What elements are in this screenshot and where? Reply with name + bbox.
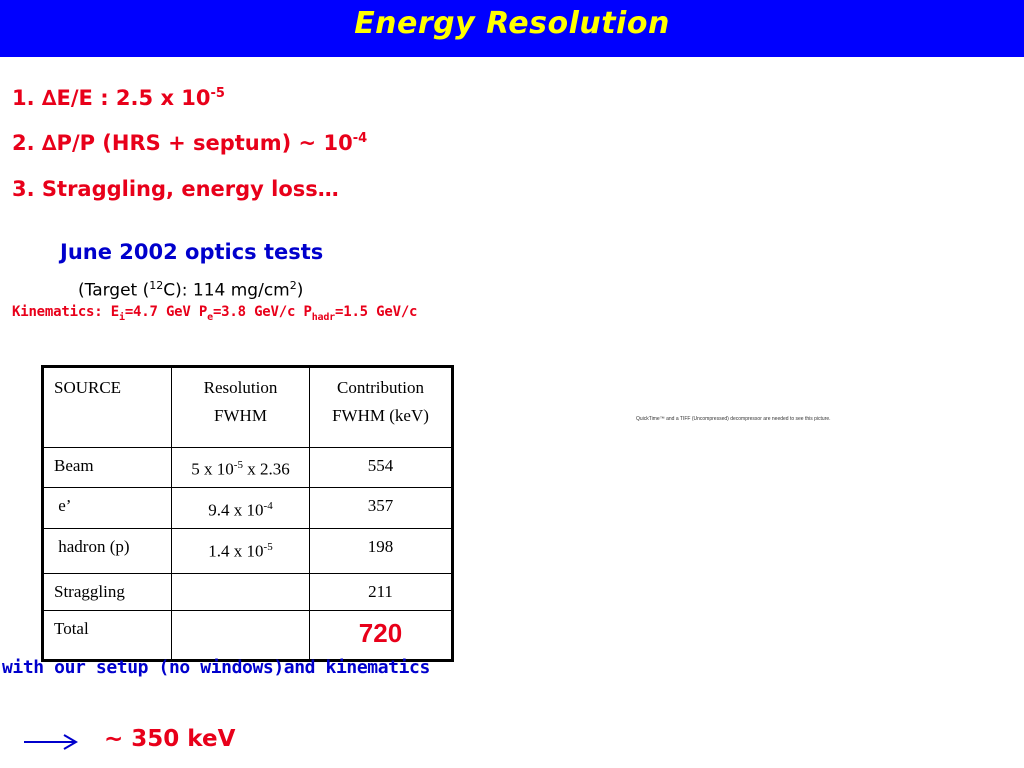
source-cell: Beam — [43, 448, 172, 488]
resolution-base: 1.4 x 10 — [208, 541, 264, 561]
resolution-exponent: -5 — [233, 459, 243, 471]
header-resolution — [172, 367, 310, 448]
contribution-cell: 554 — [310, 448, 453, 488]
point-text: P/P (HRS + septum) ~ 10 — [56, 131, 353, 155]
target-suffix: ) — [296, 280, 304, 301]
source-cell: Total — [43, 611, 172, 661]
kinematics-line — [12, 304, 417, 323]
phadr-value: =1.5 GeV/c — [334, 304, 418, 320]
delta-symbol: ∆ — [41, 86, 57, 110]
contribution-cell: 211 — [310, 574, 453, 611]
optics-test-heading: June 2002 optics tests — [60, 240, 324, 264]
resolution-base: 5 x 10 — [191, 459, 234, 479]
header-resolution-line1: Resolution — [203, 378, 278, 397]
target-line — [78, 279, 303, 301]
resolution-exponent: -4 — [263, 499, 273, 512]
target-element: C): 114 mg/cm — [163, 280, 290, 301]
resolution-cell — [172, 574, 310, 611]
isotope-mass: 12 — [149, 279, 164, 292]
point-number: 1. — [12, 86, 35, 110]
pe-subscript: e — [207, 311, 213, 323]
header-contribution-line2: FWHM (keV) — [332, 406, 429, 425]
point-number: 3. — [12, 177, 35, 201]
point-text: E/E : 2.5 x 10 — [56, 86, 211, 110]
point-1 — [12, 86, 225, 110]
target-prefix: (Target ( — [78, 280, 150, 301]
header-resolution-line2: FWHM — [214, 406, 267, 425]
slide-title: Energy Resolution — [354, 6, 670, 41]
resolution-cell — [172, 529, 310, 574]
table-row — [43, 529, 453, 574]
unit-exponent: 2 — [289, 279, 297, 292]
header-contribution — [310, 367, 453, 448]
image-placeholder-note: QuickTime™ and a TIFF (Uncompressed) decompressor are needed to see this picture. — [636, 416, 831, 422]
header-source: SOURCE — [43, 367, 172, 448]
table-header-row — [43, 367, 453, 448]
exponent: -5 — [210, 86, 225, 101]
resolution-tail: x 2.36 — [242, 459, 290, 479]
source-cell: hadron (p) — [43, 529, 172, 574]
resolution-cell — [172, 611, 310, 661]
point-2 — [12, 131, 367, 155]
contribution-cell: 357 — [310, 487, 453, 529]
result-value: ~ 350 keV — [104, 726, 236, 752]
source-cell: e’ — [43, 487, 172, 529]
table-row — [43, 611, 453, 661]
phadr-subscript: hadr — [311, 311, 335, 323]
delta-symbol: ∆ — [41, 131, 57, 155]
header-contribution-line1: Contribution — [337, 378, 424, 397]
source-cell: Straggling — [43, 574, 172, 611]
resolution-base: 9.4 x 10 — [208, 500, 264, 520]
point-text: Straggling, energy loss… — [41, 177, 339, 201]
resolution-table — [41, 365, 454, 662]
ei-subscript: i — [118, 311, 125, 323]
arrow-right-icon — [24, 733, 80, 751]
table-row — [43, 448, 453, 488]
total-contribution-cell — [310, 611, 453, 661]
pe-value: =3.8 GeV/c P — [212, 304, 312, 320]
table-row — [43, 487, 453, 529]
resolution-cell — [172, 487, 310, 529]
kinematics-label: Kinematics: E — [12, 304, 119, 320]
point-3 — [12, 177, 339, 201]
setup-note: with our setup (no windows)and kinematics — [2, 657, 430, 678]
resolution-exponent: -5 — [263, 541, 273, 554]
table-row — [43, 574, 453, 611]
ei-value: =4.7 GeV P — [124, 304, 208, 320]
exponent: -4 — [352, 131, 368, 146]
resolution-cell — [172, 448, 310, 488]
total-value: 720 — [358, 618, 403, 649]
point-number: 2. — [12, 131, 35, 155]
contribution-cell: 198 — [310, 529, 453, 574]
